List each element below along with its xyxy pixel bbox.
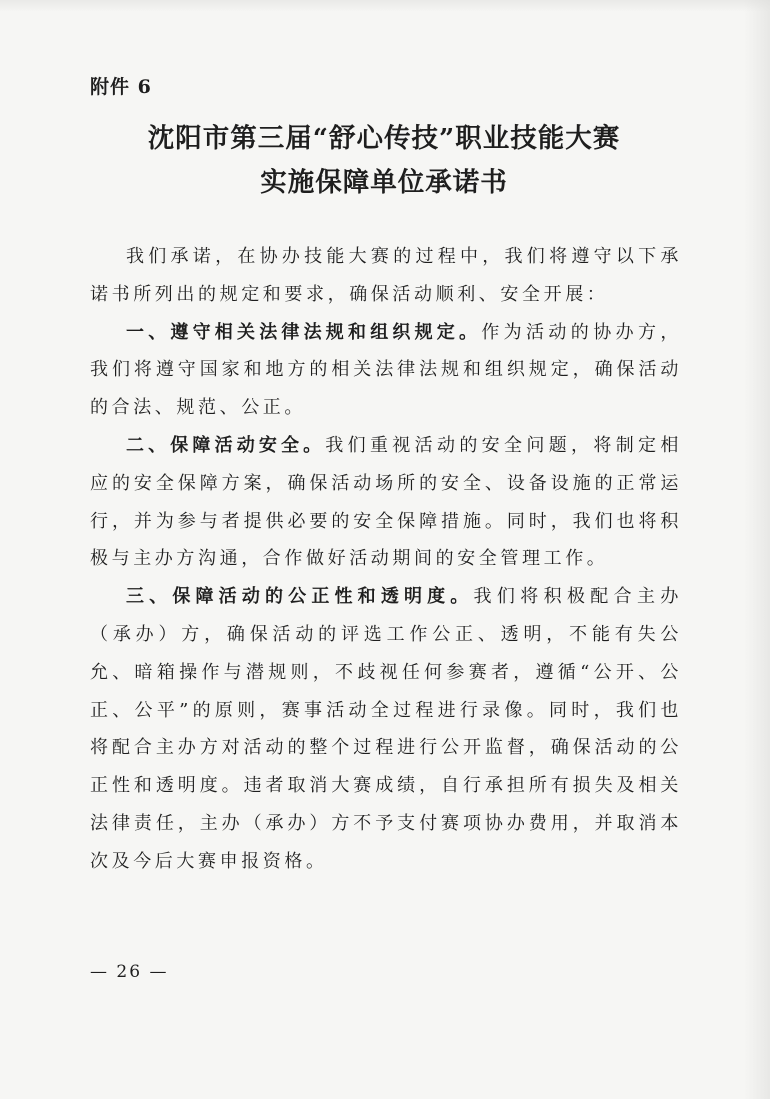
commitment-text: 我们重视活动的安全问题，将制定相应的安全保障方案，确保活动场所的安全、设备设施的正常运行，并为参与者提供必要的安全保障措施。同时，我们也将积极与主办方沟通，合作做好活动期间的安全管理工作。 — [90, 434, 682, 570]
document-title-line1: 沈阳市第三届“舒心传技”职业技能大赛 — [147, 123, 621, 154]
attachment-label: 附件 6 — [90, 76, 152, 98]
commitment-text: 作为活动的协办方，我们将遵守国家和地方的相关法律法规和组织规定，确保活动的合法、规范、公正。 — [90, 321, 682, 419]
page-number: — 26 — — [90, 962, 169, 982]
scan-edge-top — [0, 0, 770, 12]
commitment-heading: 三、保障活动的公正性和透明度。 — [126, 586, 474, 608]
document-title-line2: 实施保障单位承诺书 — [260, 167, 508, 198]
commitment-item-1 — [90, 314, 682, 427]
commitment-heading: 一、遵守相关法律法规和组织规定。 — [126, 321, 482, 343]
commitment-text: 我们将积极配合主办（承办）方，确保活动的评选工作公正、透明，不能有失公允、暗箱操作与潜规则，不歧视任何参赛者，遵循“公开、公正、公平”的原则，赛事活动全过程进行录像。同时，我们也将配合主办方对活动的整个过程进行公开监督，确保活动的公正性和透明度。违者取消大赛成绩，自行承担所有损失及相关法律责任，主办（承办）方不予支付赛项协办费用，并取消本次及今后大赛申报资格。 — [90, 586, 683, 872]
commitment-item-3 — [90, 578, 682, 880]
scan-edge-right — [744, 0, 770, 1099]
commitment-item-2 — [90, 427, 682, 578]
document-body — [90, 238, 682, 881]
intro-paragraph: 我们承诺，在协办技能大赛的过程中，我们将遵守以下承诺书所列出的规定和要求，确保活动顺利、安全开展： — [90, 246, 682, 305]
commitment-heading: 二、保障活动安全。 — [126, 434, 326, 456]
